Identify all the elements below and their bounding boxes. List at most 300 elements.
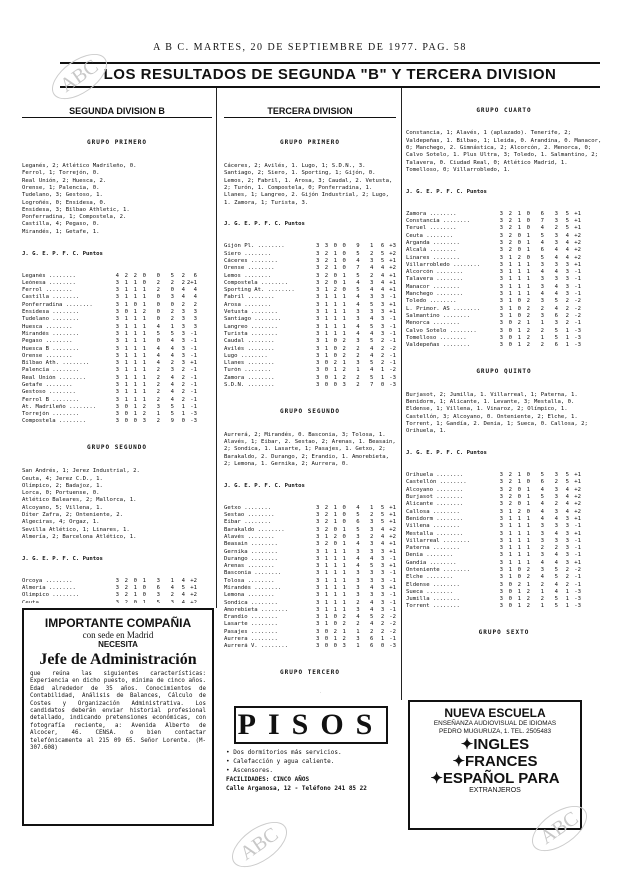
table-cell: 3 <box>499 515 503 522</box>
table-cell: 3 <box>142 418 146 425</box>
table-cell: 0 <box>324 374 329 381</box>
team-name: Manchego ........ <box>406 291 464 298</box>
table-cell: 3 <box>499 574 503 581</box>
table-row <box>224 600 396 607</box>
table-cell: 0 <box>526 210 530 217</box>
table-cell: 2 <box>156 374 160 381</box>
table-header: J. G. E. P. F. C. Puntos <box>406 450 487 457</box>
table-cell: 5 <box>554 567 558 573</box>
table-row <box>406 538 602 545</box>
table-cell: 1 <box>324 338 329 345</box>
table-cell: 3 <box>115 316 119 323</box>
table-cell: 1 <box>517 291 521 298</box>
table-cell: 1 <box>156 411 160 418</box>
team-name: Compostela ........ <box>22 418 86 425</box>
table-row <box>224 280 396 287</box>
table-cell: 0 <box>517 494 521 501</box>
result-line: Algeciras, 4; Orgaz, 1. <box>22 519 100 526</box>
table-cell: 1 <box>517 225 521 232</box>
table-cell: 4 <box>380 541 385 548</box>
table-cell: 2+1 <box>186 279 197 286</box>
table-cell: 3 <box>380 309 385 316</box>
table-cell: 4 <box>380 287 385 294</box>
table-cell: 2 <box>356 352 360 359</box>
table-cell: 3 <box>115 345 119 352</box>
table-cell: 3 <box>315 643 320 650</box>
team-name: Benidorm ........ <box>406 515 464 522</box>
table-cell: 3 <box>499 320 503 327</box>
table-cell: 0 <box>380 643 385 650</box>
result-line: Logroñés, 0; Ensidesa, 0. <box>22 199 107 206</box>
table-cell: 4 <box>540 508 544 515</box>
table-cell: 4 <box>170 374 174 381</box>
table-cell: +1 <box>389 541 396 548</box>
table-cell: 3 <box>115 287 119 294</box>
table-cell: 3 <box>115 389 119 396</box>
table-row <box>406 472 602 479</box>
team-name: Amorebieta ........ <box>224 606 288 613</box>
table-cell: 2 <box>540 342 544 349</box>
team-name: Castellón ........ <box>406 479 467 486</box>
table-cell: 4 <box>356 614 360 621</box>
table-cell: 3 <box>499 486 503 493</box>
table-cell: 3 <box>315 309 320 316</box>
team-name: Ensidesa ........ <box>22 309 80 316</box>
table-cell: 5 <box>540 494 544 501</box>
table-cell: 0 <box>142 272 146 279</box>
table-cell: 2 <box>517 508 521 515</box>
table-cell: 4 <box>554 247 558 254</box>
table-cell: 3 <box>499 283 503 290</box>
table-cell: -1 <box>190 330 197 337</box>
team-name: Fabril ........ <box>224 294 275 301</box>
table-cell: 3 <box>115 360 119 367</box>
table-cell: 3 <box>315 541 320 548</box>
table-cell: 3 <box>315 257 320 264</box>
team-name: Linares ........ <box>406 254 460 261</box>
table-cell: 2 <box>170 309 174 316</box>
table-row <box>224 360 396 367</box>
table-cell: 3 <box>115 294 119 301</box>
table-cell: 0 <box>526 479 530 486</box>
table-cell: 3 <box>370 257 374 264</box>
table-cell: 3 <box>565 530 569 537</box>
table-cell: 0 <box>517 239 521 246</box>
table-row <box>224 578 396 585</box>
table-cell: 3 <box>554 508 558 515</box>
team-name: Vetusta ........ <box>224 309 278 316</box>
table-cell: 0 <box>342 504 346 511</box>
table-cell: 1 <box>526 232 530 239</box>
table-cell: 1 <box>517 523 521 530</box>
table-cell: 4 <box>181 592 185 599</box>
table-cell: 1 <box>540 603 544 610</box>
table-cell: 2 <box>565 574 569 581</box>
table-cell: 6 <box>370 643 374 650</box>
table-row <box>22 418 212 425</box>
table-row <box>406 320 602 327</box>
table-cell: 2 <box>540 305 544 312</box>
standings-table <box>224 243 396 389</box>
table-cell: -1 <box>190 389 197 396</box>
table-cell: 1 <box>508 254 512 261</box>
table-cell: 3 <box>356 570 360 577</box>
table-cell: 5 <box>565 479 569 486</box>
table-cell: 2 <box>508 501 512 508</box>
table-row <box>406 567 602 574</box>
table-row <box>224 287 396 294</box>
table-cell: 1 <box>526 320 530 327</box>
table-cell: +1 <box>389 585 396 591</box>
table-cell: 5 <box>370 563 374 570</box>
table-cell: 2 <box>370 250 374 257</box>
table-cell: 2 <box>170 592 174 599</box>
table-cell: +1 <box>389 563 396 570</box>
table-cell: 4 <box>156 323 160 330</box>
team-name: Caudal ........ <box>224 338 275 345</box>
table-cell: 1 <box>133 360 137 367</box>
table-row <box>406 211 602 218</box>
table-cell: -1 <box>574 269 581 276</box>
table-cell: 4 <box>156 345 160 352</box>
table-cell: 4 <box>380 526 385 533</box>
table-cell: 0 <box>124 309 128 316</box>
table-row <box>22 360 212 367</box>
table-row <box>224 273 396 280</box>
team-name: Palencia ........ <box>22 367 80 374</box>
team-name: Orense ........ <box>22 352 73 359</box>
group-title: GRUPO SEGUNDO <box>87 444 147 452</box>
table-cell: 0 <box>333 352 338 359</box>
table-cell: 1 <box>170 323 174 330</box>
team-name: Alicante ........ <box>406 501 464 508</box>
table-cell: 1 <box>133 389 137 396</box>
table-row <box>224 636 396 643</box>
table-cell: 4 <box>356 563 360 570</box>
team-name: Getafe ........ <box>22 381 73 388</box>
result-line: Ferrol, 1; Torrejón, 0. <box>22 170 100 177</box>
ad-headline: PISOS <box>234 706 388 744</box>
table-cell: +2 <box>574 232 581 239</box>
table-cell: 1 <box>333 548 338 555</box>
table-cell: 4 <box>370 316 374 323</box>
result-line: Alcoyano, 5; Villena, 1. <box>22 504 103 511</box>
table-cell: 4 <box>156 360 160 367</box>
table-cell: 2 <box>526 603 530 610</box>
table-cell: 0 <box>333 621 338 628</box>
table-cell: 2 <box>356 599 360 606</box>
table-cell: 4 <box>170 585 174 591</box>
table-cell: 1 <box>324 563 329 570</box>
table-row <box>224 302 396 309</box>
table-cell: 5 <box>370 374 374 381</box>
table-cell: 1 <box>324 577 329 584</box>
table-row <box>406 298 602 305</box>
team-name: Zamora ........ <box>406 210 457 217</box>
table-cell: 3 <box>499 567 503 573</box>
table-cell: 3 <box>380 563 385 570</box>
table-cell: -1 <box>574 545 581 552</box>
team-name: Olímpico ........ <box>22 592 80 599</box>
table-cell: 3 <box>554 232 558 239</box>
table-cell: 3 <box>156 577 160 584</box>
result-line: Real Unión, 2; Huesca, 2. <box>22 177 107 184</box>
table-cell: 5 <box>181 585 185 591</box>
table-cell: 2 <box>324 250 329 257</box>
table-cell: 0 <box>142 592 146 599</box>
team-name: Orcoya ........ <box>22 577 73 584</box>
table-cell: 1 <box>342 526 346 533</box>
team-name: Villena ........ <box>406 523 460 530</box>
team-name: Castilla ........ <box>22 294 80 301</box>
table-cell: 0 <box>517 501 521 508</box>
table-cell: 1 <box>356 628 360 635</box>
table-cell: 0 <box>517 574 521 581</box>
table-cell: 3 <box>380 592 385 599</box>
table-row <box>224 621 396 628</box>
table-cell: 3 <box>315 279 320 286</box>
table-cell: +2 <box>574 247 581 254</box>
table-cell: -1 <box>389 294 396 301</box>
table-row <box>406 516 602 523</box>
table-row <box>22 331 212 338</box>
table-cell: 1 <box>342 330 346 337</box>
table-header: J. G. E. P. F. C. Puntos <box>224 221 305 228</box>
table-cell: 4 <box>356 504 360 511</box>
table-cell: 1 <box>324 533 329 540</box>
table-cell: 0 <box>333 643 338 650</box>
standings-table <box>406 472 602 611</box>
table-cell: 3 <box>315 519 320 526</box>
table-cell: 5 <box>370 323 374 330</box>
table-cell: 1 <box>508 530 512 537</box>
table-cell: 3 <box>315 599 320 606</box>
table-cell: 3 <box>170 367 174 374</box>
table-cell: 1 <box>342 360 346 367</box>
table-cell: 2 <box>324 257 329 264</box>
table-cell: -1 <box>190 367 197 374</box>
table-cell: 2 <box>526 327 530 334</box>
table-cell: 1 <box>333 570 338 577</box>
table-cell: 3 <box>356 316 360 323</box>
table-cell: 5 <box>156 330 160 337</box>
table-cell: 1 <box>142 294 146 301</box>
team-name: Callosa ........ <box>406 508 460 515</box>
table-cell: 0 <box>342 265 346 272</box>
team-name: Calvo Sotelo ........ <box>406 327 477 334</box>
team-name: Eldense ........ <box>406 581 460 588</box>
table-cell: +1 <box>389 301 396 308</box>
table-cell: 1 <box>324 309 329 316</box>
table-cell: 4 <box>380 279 385 286</box>
team-name: Villarrobledo ........ <box>406 261 481 268</box>
table-cell: +1 <box>389 287 396 294</box>
table-row <box>406 255 602 262</box>
table-cell: 1 <box>526 494 530 501</box>
table-cell: 1 <box>324 570 329 577</box>
table-cell: 1 <box>380 374 385 381</box>
table-cell: 1 <box>342 323 346 330</box>
table-cell: 3 <box>380 577 385 584</box>
team-name: Villarreal ........ <box>406 537 470 544</box>
table-cell: 3 <box>554 486 558 493</box>
table-cell: 1 <box>333 294 338 301</box>
table-cell: -1 <box>389 316 396 323</box>
table-cell: -1 <box>389 360 396 367</box>
table-cell: 2 <box>554 501 558 508</box>
table-cell: 0 <box>508 603 512 610</box>
table-cell: 3 <box>315 563 320 570</box>
table-cell: -2 <box>574 567 581 573</box>
table-cell: 2 <box>508 218 512 225</box>
table-cell: 4 <box>170 338 174 345</box>
team-name: Alcoyano ........ <box>406 486 464 493</box>
table-cell: 3 <box>315 606 320 613</box>
table-cell: 2 <box>508 247 512 254</box>
table-cell: 3 <box>315 367 320 374</box>
table-cell: 4 <box>193 287 197 294</box>
table-cell: 2 <box>342 636 346 643</box>
table-cell: 1 <box>142 287 146 294</box>
table-cell: 1 <box>124 352 128 359</box>
table-cell: 5 <box>380 512 385 519</box>
table-cell: 4 <box>554 283 558 290</box>
table-cell: 4 <box>554 581 558 588</box>
table-cell: 4 <box>554 269 558 276</box>
table-cell: +2 <box>190 592 197 599</box>
table-cell: 3 <box>499 239 503 246</box>
table-cell: 1 <box>508 567 512 573</box>
team-name: Burjasot ........ <box>406 494 464 501</box>
table-cell: 2 <box>124 592 128 599</box>
table-cell: 2 <box>324 526 329 533</box>
table-cell: 6 <box>380 243 385 250</box>
table-cell: -3 <box>389 381 396 388</box>
table-cell: 3 <box>499 225 503 232</box>
table-cell: 2 <box>324 519 329 526</box>
table-cell: 4 <box>380 265 385 272</box>
table-cell: 4 <box>565 239 569 246</box>
table-cell: 2 <box>356 621 360 628</box>
table-cell: 1 <box>333 512 338 519</box>
table-cell: +1 <box>389 512 396 519</box>
table-row <box>22 375 212 382</box>
table-cell: 1 <box>324 599 329 606</box>
table-cell: 1 <box>142 396 146 403</box>
table-cell: 1 <box>526 515 530 522</box>
table-cell: 1 <box>133 352 137 359</box>
table-cell: 3 <box>181 345 185 352</box>
table-cell: 3 <box>554 523 558 530</box>
table-cell: 3 <box>540 283 544 290</box>
table-cell: 1 <box>526 239 530 246</box>
table-cell: 3 <box>181 316 185 323</box>
team-name: Cáceres ........ <box>224 257 278 264</box>
table-cell: 1 <box>142 599 146 603</box>
table-cell: -2 <box>574 312 581 319</box>
table-cell: 0 <box>333 345 338 352</box>
ad-line: ENSEÑANZA AUDIOVISUAL DE IDIOMAS <box>433 720 557 727</box>
table-cell: +2 <box>574 254 581 261</box>
table-cell: 2 <box>526 596 530 603</box>
table-cell: 2 <box>526 305 530 312</box>
table-cell: 4 <box>356 330 360 337</box>
table-cell: 4 <box>370 330 374 337</box>
table-cell: 0 <box>342 257 346 264</box>
team-name: Lugo ........ <box>224 352 268 359</box>
table-row <box>406 545 602 552</box>
table-row <box>406 276 602 283</box>
table-cell: 1 <box>508 305 512 312</box>
table-cell: -1 <box>389 599 396 606</box>
table-cell: 2 <box>508 239 512 246</box>
table-cell: 3 <box>380 606 385 613</box>
table-cell: 3 <box>565 545 569 552</box>
ad-language: ✦INGLES <box>460 736 530 753</box>
table-cell: 3 <box>499 269 503 276</box>
result-line: Ensidesa, 3; Bilbao Athletic, 1. <box>22 206 130 213</box>
table-cell: 1 <box>517 327 521 334</box>
table-cell: -1 <box>574 320 581 327</box>
table-cell: +3 <box>389 243 396 250</box>
table-row <box>406 501 602 508</box>
table-cell: 2 <box>380 338 385 345</box>
ad-line: PEDRO MUGURUZA, 1. TEL. 2505483 <box>438 728 552 735</box>
table-cell: 4 <box>356 555 360 562</box>
table-row <box>406 335 602 342</box>
table-cell: -3 <box>574 603 581 610</box>
table-cell: 1 <box>124 323 128 330</box>
table-cell: 5 <box>380 519 385 526</box>
table-row <box>224 353 396 360</box>
table-cell: 4 <box>356 541 360 548</box>
table-cell: 2 <box>540 545 544 552</box>
table-cell: 3 <box>181 360 185 367</box>
table-cell: 5 <box>356 287 360 294</box>
table-cell: 4 <box>554 305 558 312</box>
table-cell: 1 <box>370 504 374 511</box>
table-cell: 4 <box>156 352 160 359</box>
table-cell: 0 <box>333 541 338 548</box>
table-cell: 6 <box>370 636 374 643</box>
table-cell: 0 <box>508 581 512 588</box>
table-cell: 3 <box>499 254 503 261</box>
table-cell: 1 <box>333 374 338 381</box>
table-cell: 1 <box>333 577 338 584</box>
table-cell: 3 <box>499 545 503 552</box>
table-cell: 1 <box>324 614 329 621</box>
table-cell: 2 <box>124 585 128 591</box>
table-cell: 1 <box>324 316 329 323</box>
table-cell: 1 <box>526 530 530 537</box>
result-line: Lorca, 0; Portuense, 0. <box>22 490 100 497</box>
table-cell: 1 <box>133 345 137 352</box>
table-cell: 3 <box>540 261 544 268</box>
table-row <box>406 531 602 538</box>
table-cell: 0 <box>324 360 329 367</box>
table-cell: 4 <box>540 574 544 581</box>
table-cell: 1 <box>124 374 128 381</box>
page-title: LOS RESULTADOS DE SEGUNDA "B" Y TERCERA DIVISION <box>60 62 600 88</box>
table-cell: -3 <box>574 342 581 349</box>
table-cell: 3 <box>115 599 119 603</box>
table-cell: 1 <box>526 552 530 559</box>
table-cell: 1 <box>526 247 530 254</box>
table-cell: 3 <box>315 345 320 352</box>
table-cell: -2 <box>389 367 396 374</box>
table-cell: 5 <box>554 574 558 581</box>
column-tercera <box>224 88 396 693</box>
